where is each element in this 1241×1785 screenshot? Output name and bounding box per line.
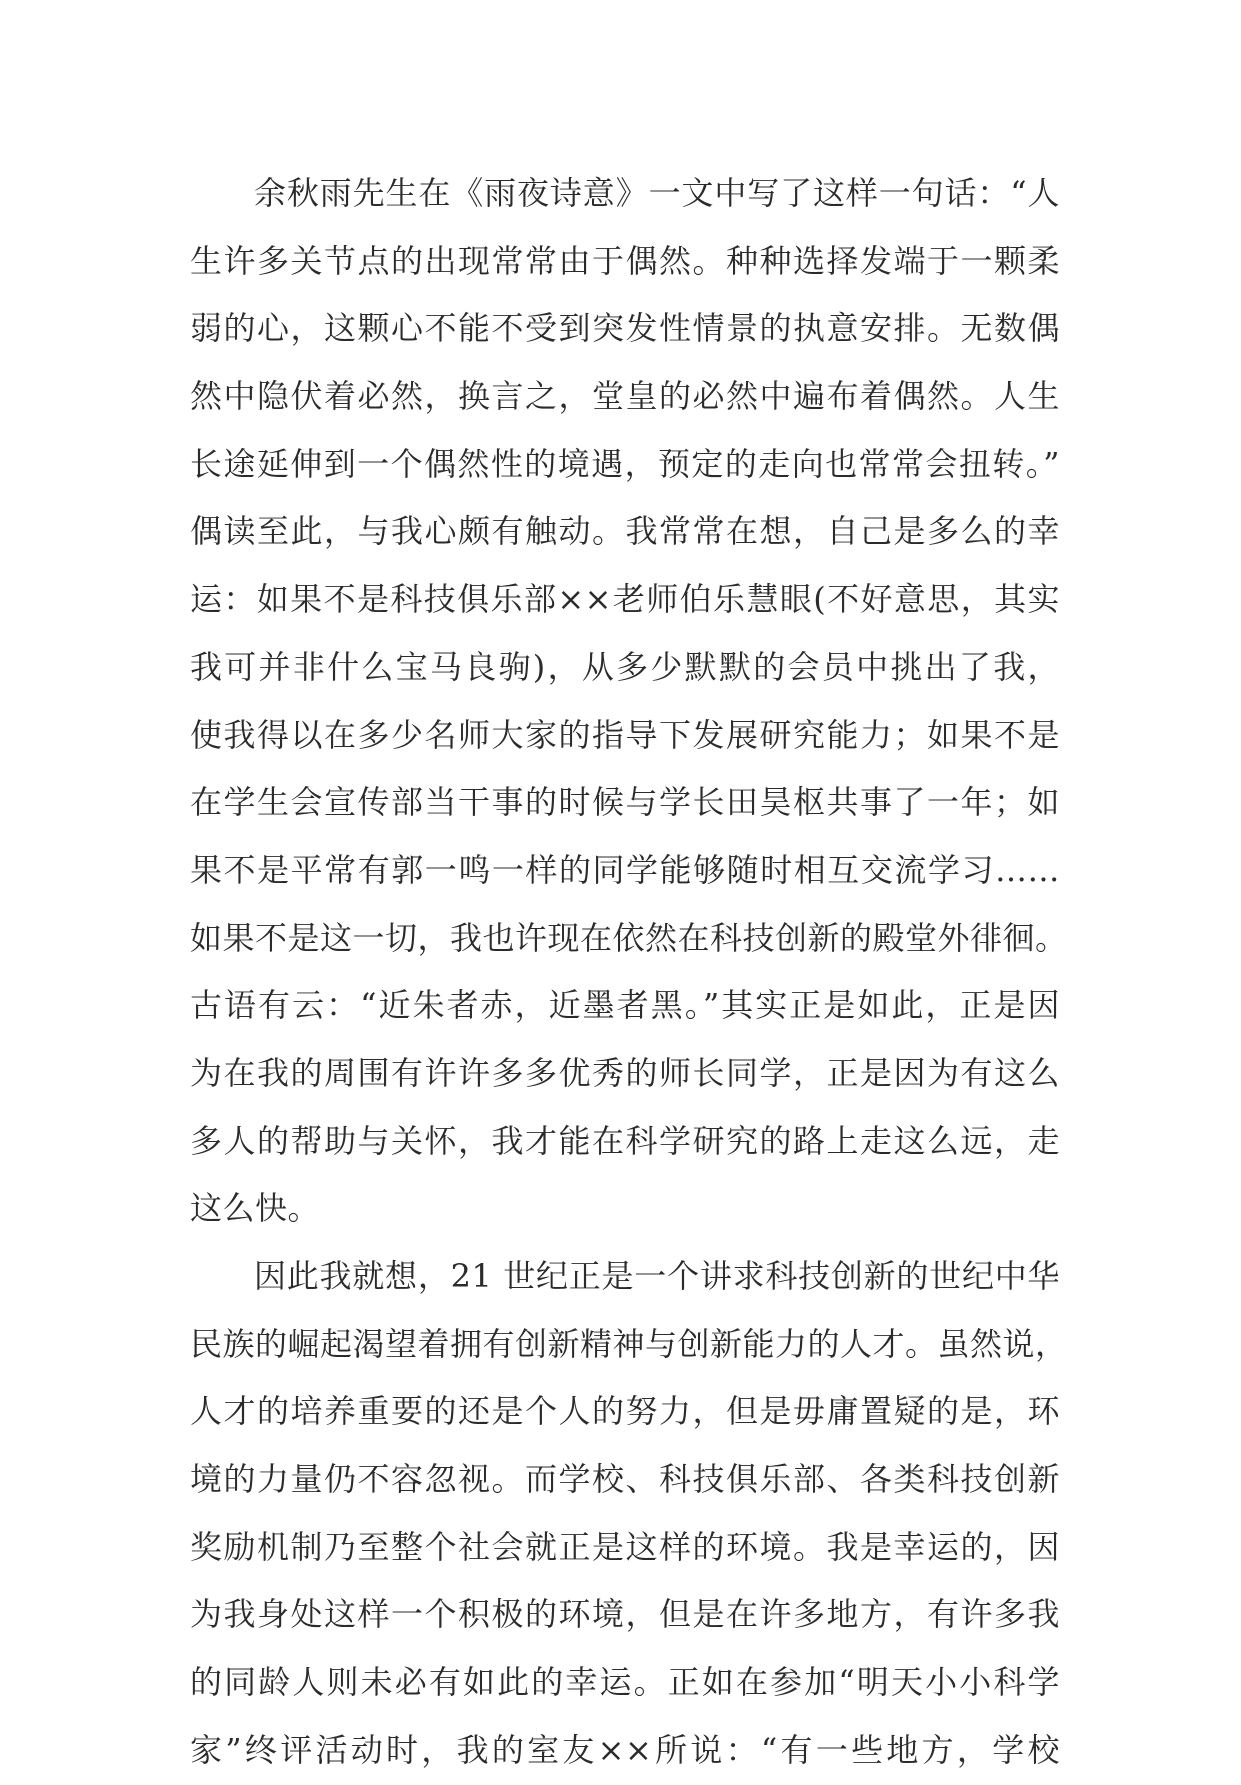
text-line: 奖励机制乃至整个社会就正是这样的环境。我是幸运的，因: [190, 1527, 1060, 1566]
document-body: [190, 160, 1068, 1785]
text-line: 境的力量仍不容忽视。而学校、科技俱乐部、各类科技创新: [190, 1460, 1060, 1499]
text-line: 弱的心，这颗心不能不受到突发性情景的执意安排。无数偶: [190, 309, 1060, 348]
paragraph-2: [190, 1243, 1068, 1785]
text-line: 我可并非什么宝马良驹)，从多少默默的会员中挑出了我，: [190, 647, 1060, 686]
text-line: 为我身处这样一个积极的环境，但是在许多地方，有许多我: [190, 1595, 1060, 1634]
text-line: 运：如果不是科技俱乐部××老师伯乐慧眼(不好意思，其实: [190, 580, 1060, 619]
text-line: 余秋雨先生在《雨夜诗意》一文中写了这样一句话：“人: [254, 174, 1060, 212]
text-line: 多人的帮助与关怀，我才能在科学研究的路上走这么远，走: [190, 1121, 1060, 1160]
text-line: 这么快。: [190, 1189, 321, 1228]
text-line: 如果不是这一切，我也许现在依然在科技创新的殿堂外徘徊。: [190, 918, 1068, 957]
text-line: 家”终评活动时，我的室友××所说：“有一些地方，学校: [190, 1730, 1060, 1769]
text-line: 然中隐伏着必然，换言之，堂皇的必然中遍布着偶然。人生: [190, 377, 1060, 416]
text-line: 偶读至此，与我心颇有触动。我常常在想，自己是多么的幸: [190, 512, 1060, 551]
text-line: 长途延伸到一个偶然性的境遇，预定的走向也常常会扭转。”: [190, 444, 1060, 483]
text-line: 使我得以在多少名师大家的指导下发展研究能力；如果不是: [190, 715, 1060, 754]
text-line: 古语有云：“近朱者赤，近墨者黑。”其实正是如此，正是因: [190, 986, 1060, 1025]
text-line: 为在我的周围有许许多多优秀的师长同学，正是因为有这么: [190, 1053, 1060, 1092]
text-line: 果不是平常有郭一鸣一样的同学能够随时相互交流学习……: [190, 850, 1060, 889]
text-line: 生许多关节点的出现常常由于偶然。种种选择发端于一颗柔: [190, 241, 1060, 280]
text-line: 的同龄人则未必有如此的幸运。正如在参加“明天小小科学: [190, 1663, 1060, 1702]
text-line: 民族的崛起渴望着拥有创新精神与创新能力的人才。虽然说，: [190, 1324, 1068, 1363]
text-line: 人才的培养重要的还是个人的努力，但是毋庸置疑的是，环: [190, 1392, 1060, 1431]
paragraph-1: [190, 160, 1068, 1243]
text-line: 在学生会宣传部当干事的时候与学长田昊枢共事了一年；如: [190, 783, 1060, 822]
text-line: 因此我就想，21 世纪正是一个讲求科技创新的世纪中华: [254, 1257, 1060, 1295]
